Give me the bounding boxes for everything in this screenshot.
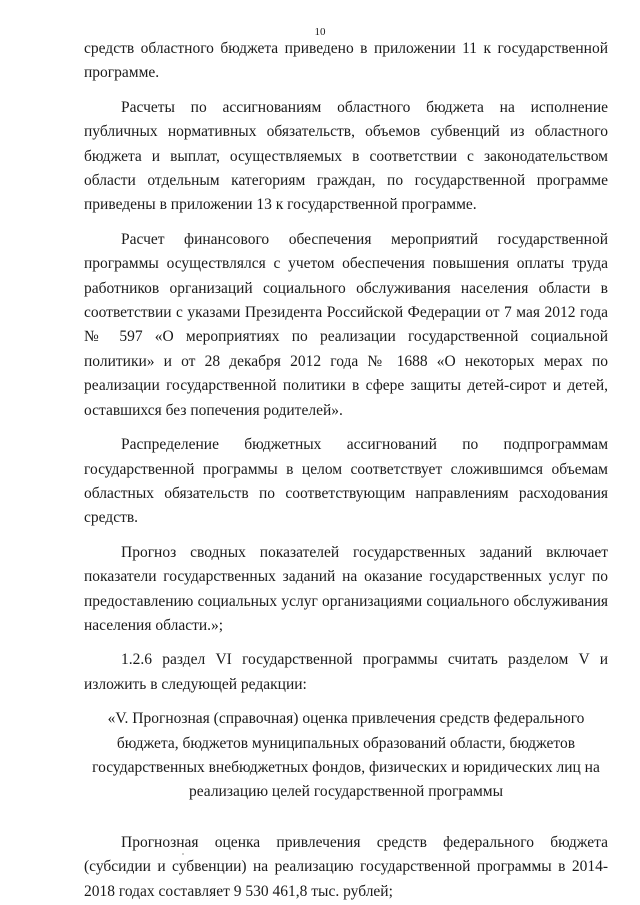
paragraph-allocation: Распределение бюджетных ассигнований по подпрограммам государственной программы в целом соответствует сложившимся объемам областных обязательств по соответствующим направлениям расходования средств.	[84, 436, 608, 527]
paragraph-financial-support: Расчет финансового обеспечения мероприятий государственной программы осуществлялся с учетом обеспечения повышения оплаты труда работников организаций социального обслуживания населения области в соответствии с указами Президента Российской Федерации от 7 мая 2012 года № 597 «О мероприятиях по реализации государственной социальной политики» и от 28 декабря 2012 года № 1688 «О некоторых мерах по реализации государственной политики в сфере защиты детей-сирот и детей, оставшихся без попечения родителей».	[84, 230, 608, 419]
page-number: 10	[314, 26, 326, 38]
paragraph-forecast: Прогнозная оценка привлечения средств федерального бюджета (субсидии и субвенции) на реализацию государственной программы в 2014-2018 годах составляет 9 530 461,8 тыс. рублей;	[84, 833, 608, 900]
scan-artifact	[182, 853, 184, 855]
paragraph-continuation: средств областного бюджета приведено в приложении 11 к государственной программе.	[84, 40, 608, 82]
paragraph-budget-calculations: Расчеты по ассигнованиям областного бюджета на исполнение публичных нормативных обязательств, объемов субвенций из областного бюджета и выплат, осуществляемых в соответствии с законодательством области отдельным категориям граждан, по государственной программе приведены в приложении 13 к государственной программе.	[84, 98, 608, 214]
section-heading: «V. Прогнозная (справочная) оценка привлечения средств федерального бюджета, бюджетов муниципальных образований области, бюджетов государственных внебюджетных фондов, физических и юридических лиц на реализацию целей государственной программы	[92, 710, 600, 801]
document-body	[84, 37, 608, 904]
paragraph-state-tasks: Прогноз сводных показателей государственных заданий включает показатели государственных заданий на оказание государственных услуг по предоставлению социальных услуг организациями социального обслуживания населения области.»;	[84, 543, 608, 634]
paragraph-amendment: 1.2.6 раздел VI государственной программы считать разделом V и изложить в следующей редакции:	[84, 651, 608, 693]
